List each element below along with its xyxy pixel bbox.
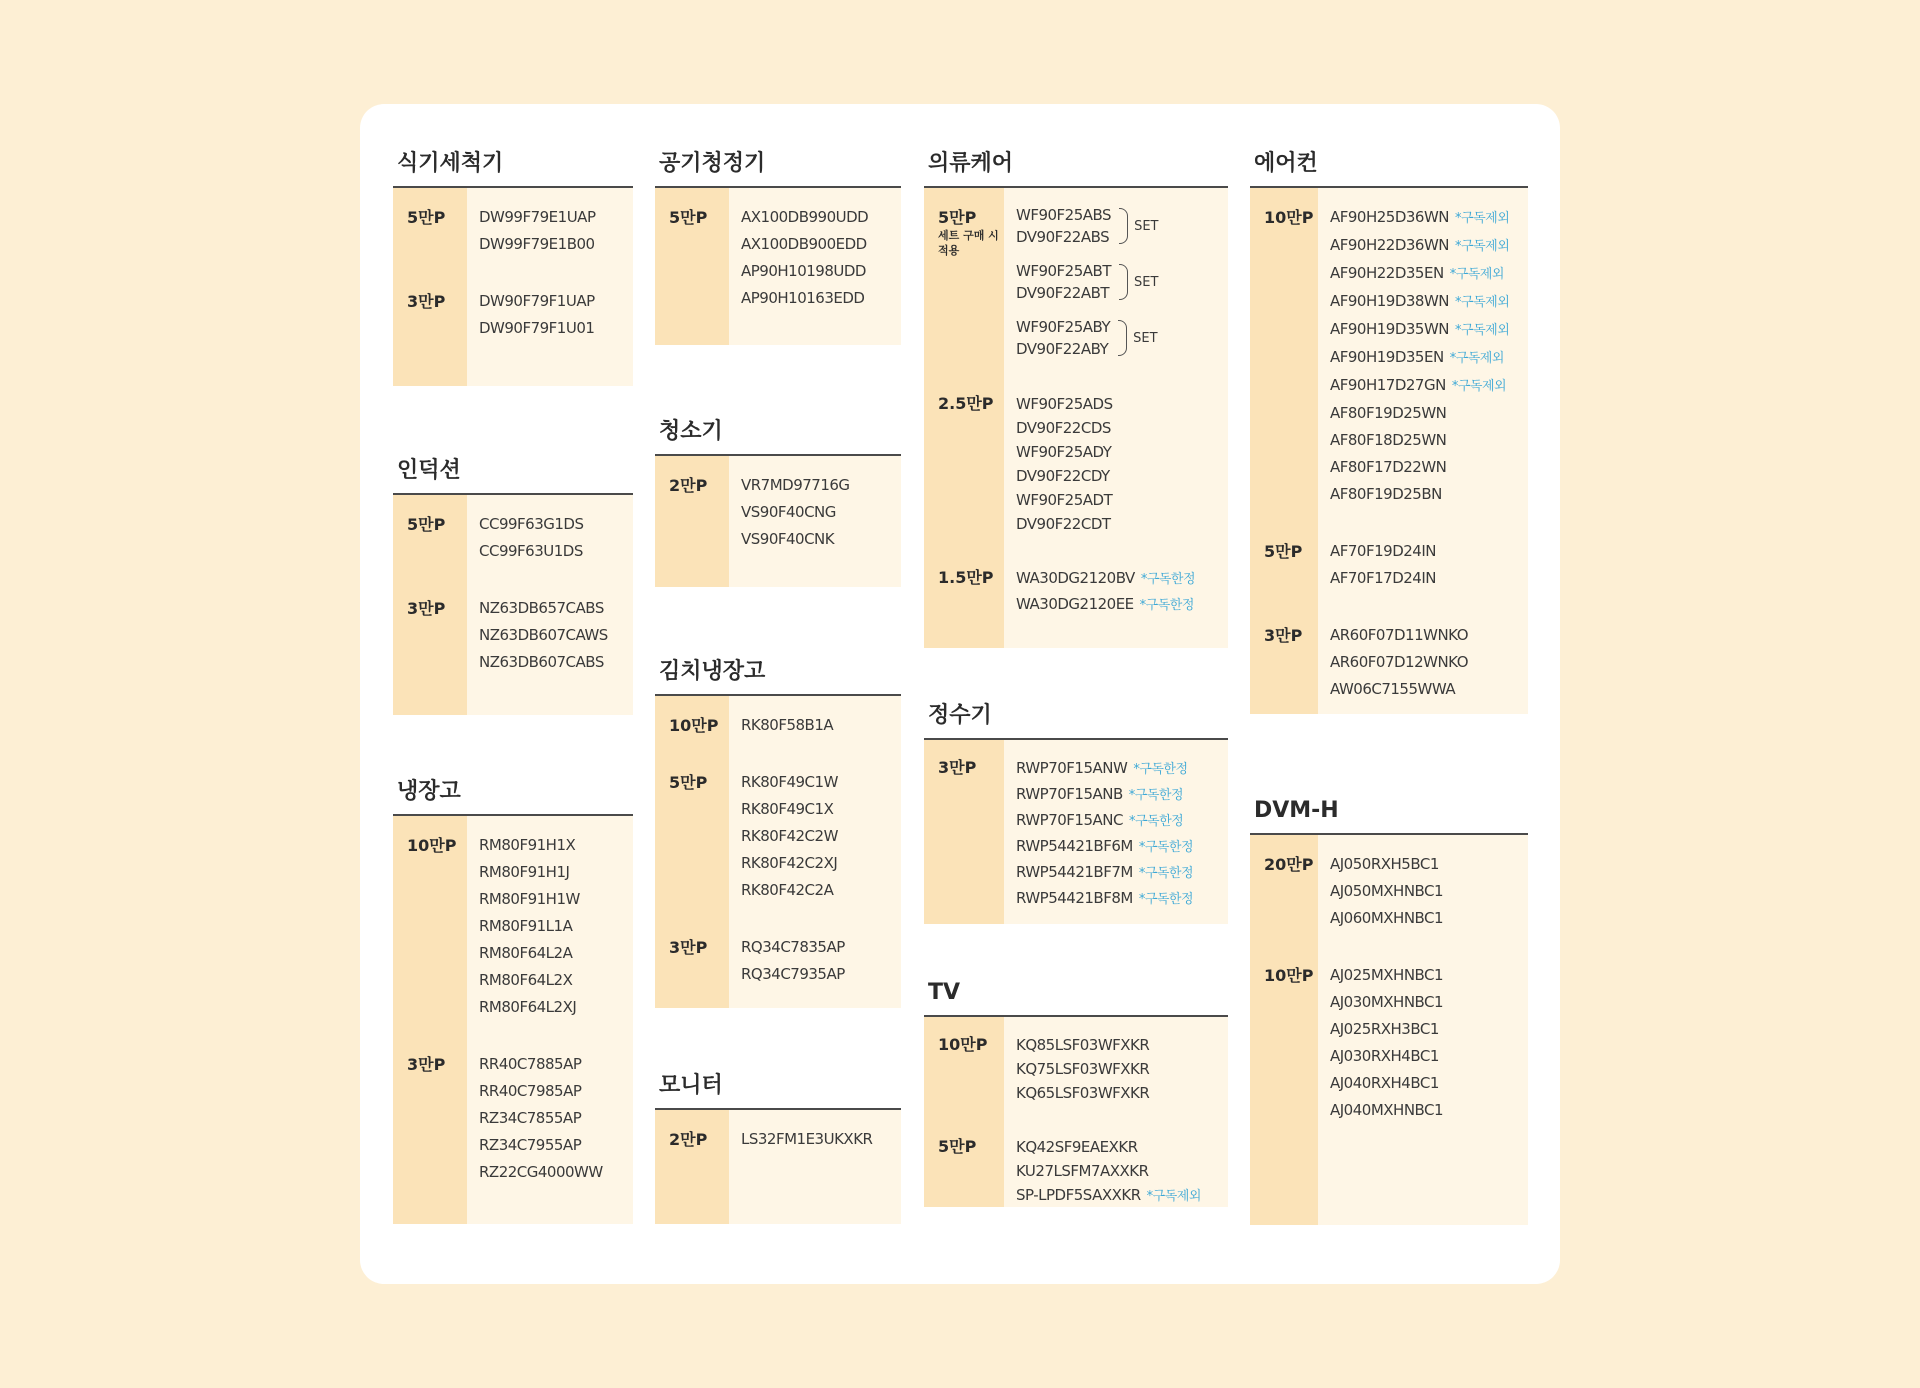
model-code: RWP70F15ANW bbox=[1016, 759, 1128, 777]
model-code: AJ050MXHNBC1 bbox=[1330, 882, 1444, 900]
model-row bbox=[1016, 440, 1228, 464]
points-label: 10만P bbox=[1264, 966, 1314, 985]
model-list bbox=[729, 1126, 901, 1153]
model-row bbox=[741, 877, 901, 904]
model-code: WA30DG2120EE bbox=[1016, 595, 1134, 613]
section-clothing-care bbox=[924, 148, 1228, 648]
points-group bbox=[1250, 851, 1528, 932]
model-list bbox=[1318, 962, 1528, 1124]
model-row bbox=[741, 823, 901, 850]
model-row bbox=[1330, 454, 1528, 481]
model-row bbox=[741, 961, 901, 988]
section-aircon bbox=[1250, 148, 1528, 714]
model-list bbox=[467, 204, 633, 258]
model-code: RWP54421BF8M bbox=[1016, 889, 1133, 907]
model-code: DV90F22CDS bbox=[1016, 419, 1111, 437]
model-code: WF90F25ADY bbox=[1016, 443, 1112, 461]
model-code: AX100DB990UDD bbox=[741, 208, 869, 226]
model-code: AF80F19D25WN bbox=[1330, 404, 1447, 422]
points-group bbox=[924, 756, 1228, 912]
points-label: 20만P bbox=[1264, 855, 1314, 874]
section-refrigerator bbox=[393, 776, 633, 1224]
subscription-note: *구독제외 bbox=[1455, 295, 1510, 310]
model-row bbox=[1330, 288, 1528, 316]
model-row bbox=[1330, 622, 1528, 649]
model-code: RK80F58B1A bbox=[741, 716, 834, 734]
subscription-note: *구독제외 bbox=[1455, 211, 1510, 226]
points-label: 10만P bbox=[669, 716, 719, 735]
model-row bbox=[479, 538, 633, 565]
model-row bbox=[1016, 886, 1228, 912]
model-code: AP90H10163EDD bbox=[741, 289, 865, 307]
model-code: DW90F79F1UAP bbox=[479, 292, 595, 310]
model-code: WF90F25ADS bbox=[1016, 395, 1113, 413]
model-row bbox=[1330, 204, 1528, 232]
points-label: 2만P bbox=[669, 476, 708, 495]
model-row bbox=[1016, 1135, 1228, 1159]
model-row bbox=[479, 1078, 633, 1105]
model-code: AJ030MXHNBC1 bbox=[1330, 993, 1444, 1011]
model-row bbox=[1016, 392, 1228, 416]
model-row bbox=[1330, 260, 1528, 288]
model-list bbox=[467, 832, 633, 1021]
model-row bbox=[479, 315, 633, 342]
model-row bbox=[1016, 1081, 1228, 1105]
model-list bbox=[467, 1051, 633, 1186]
points-group bbox=[1250, 538, 1528, 592]
section-title: 공기청정기 bbox=[655, 148, 901, 188]
model-code: KQ65LSF03WFXKR bbox=[1016, 1084, 1150, 1102]
model-code: RM80F91L1A bbox=[479, 917, 573, 935]
points-group bbox=[393, 511, 633, 565]
section-kimchi bbox=[655, 656, 901, 1008]
model-code: WF90F25ADT bbox=[1016, 491, 1113, 509]
points-label: 1.5만P bbox=[938, 568, 994, 587]
model-code: AF90H25D36WN bbox=[1330, 208, 1450, 226]
set-pair-row bbox=[1016, 204, 1228, 248]
section-title: 김치냉장고 bbox=[655, 656, 901, 696]
points-group bbox=[924, 1135, 1228, 1209]
model-row bbox=[741, 934, 901, 961]
model-code: DV90F22ABY bbox=[1016, 340, 1109, 358]
model-list bbox=[1004, 1033, 1228, 1105]
model-code: RM80F64L2X bbox=[479, 971, 573, 989]
points-group bbox=[924, 566, 1228, 618]
model-row bbox=[1330, 905, 1528, 932]
model-list bbox=[729, 472, 901, 553]
model-row bbox=[1330, 565, 1528, 592]
model-code: AF90H19D35EN bbox=[1330, 348, 1444, 366]
model-code: RQ34C7835AP bbox=[741, 938, 845, 956]
section-monitor bbox=[655, 1070, 901, 1224]
model-row bbox=[1330, 1070, 1528, 1097]
model-row bbox=[1016, 566, 1228, 592]
points-label: 5만P bbox=[407, 515, 446, 534]
model-row bbox=[479, 967, 633, 994]
points-label: 3만P bbox=[1264, 626, 1303, 645]
model-row bbox=[1016, 592, 1228, 618]
model-code: RM80F64L2A bbox=[479, 944, 573, 962]
points-group bbox=[655, 472, 901, 553]
points-label: 10만P bbox=[1264, 208, 1314, 227]
model-code: WF90F25ABY bbox=[1016, 318, 1111, 336]
model-row bbox=[1330, 538, 1528, 565]
model-row bbox=[741, 231, 901, 258]
subscription-note: *구독제외 bbox=[1451, 379, 1507, 394]
model-row bbox=[741, 285, 901, 312]
subscription-note: *구독한정 bbox=[1133, 762, 1188, 777]
model-list bbox=[467, 511, 633, 565]
model-row bbox=[1330, 344, 1528, 372]
set-label: SET bbox=[1134, 218, 1159, 234]
model-row bbox=[741, 712, 901, 739]
model-row bbox=[479, 1051, 633, 1078]
model-row bbox=[479, 913, 633, 940]
model-list bbox=[1318, 538, 1528, 592]
model-code: RM80F91H1W bbox=[479, 890, 580, 908]
model-code: DV90F22ABT bbox=[1016, 284, 1110, 302]
model-code: KQ85LSF03WFXKR bbox=[1016, 1036, 1150, 1054]
model-code: AJ030RXH4BC1 bbox=[1330, 1047, 1439, 1065]
model-row bbox=[1016, 808, 1228, 834]
model-code: CC99F63G1DS bbox=[479, 515, 584, 533]
subscription-note: *구독한정 bbox=[1128, 788, 1183, 803]
model-code: AF90H22D36WN bbox=[1330, 236, 1450, 254]
subscription-note: *구독제외 bbox=[1449, 267, 1504, 282]
set-label: SET bbox=[1133, 330, 1158, 346]
subscription-note: *구독제외 bbox=[1455, 239, 1510, 254]
model-list bbox=[1004, 392, 1228, 536]
model-code: AF70F19D24IN bbox=[1330, 542, 1436, 560]
points-label: 5만P bbox=[1264, 542, 1303, 561]
subscription-note: *구독한정 bbox=[1139, 598, 1194, 613]
points-group bbox=[655, 1126, 901, 1153]
model-code: WA30DG2120BV bbox=[1016, 569, 1135, 587]
model-row bbox=[479, 622, 633, 649]
model-code: RK80F49C1X bbox=[741, 800, 834, 818]
model-code: RM80F64L2XJ bbox=[479, 998, 577, 1016]
points-label: 3만P bbox=[407, 292, 446, 311]
model-code: AJ040MXHNBC1 bbox=[1330, 1101, 1444, 1119]
model-row bbox=[1330, 878, 1528, 905]
brace-icon bbox=[1118, 320, 1127, 356]
model-row bbox=[1330, 427, 1528, 454]
model-code: AJ050RXH5BC1 bbox=[1330, 855, 1439, 873]
section-title: 식기세척기 bbox=[393, 148, 633, 188]
model-code: RK80F49C1W bbox=[741, 773, 838, 791]
model-row bbox=[1016, 782, 1228, 808]
brace-icon bbox=[1119, 264, 1128, 300]
model-list bbox=[1004, 566, 1228, 618]
model-row bbox=[479, 595, 633, 622]
model-row bbox=[1330, 400, 1528, 427]
section-induction bbox=[393, 455, 633, 715]
model-code: AX100DB900EDD bbox=[741, 235, 867, 253]
subscription-note: *구독한정 bbox=[1140, 572, 1196, 587]
section-air-purifier bbox=[655, 148, 901, 345]
points-group bbox=[655, 934, 901, 988]
model-row bbox=[741, 1126, 901, 1153]
model-code: AF80F19D25BN bbox=[1330, 485, 1442, 503]
model-list bbox=[1318, 204, 1528, 508]
model-code: RK80F42C2W bbox=[741, 827, 838, 845]
subscription-note: *구독제외 bbox=[1449, 351, 1504, 366]
model-code: KQ75LSF03WFXKR bbox=[1016, 1060, 1150, 1078]
model-code: RWP54421BF7M bbox=[1016, 863, 1133, 881]
model-code: AW06C7155WWA bbox=[1330, 680, 1456, 698]
model-row bbox=[1330, 1016, 1528, 1043]
model-row bbox=[479, 511, 633, 538]
model-row bbox=[1016, 860, 1228, 886]
model-row bbox=[741, 499, 901, 526]
section-title: DVM-H bbox=[1250, 795, 1528, 835]
model-list bbox=[1318, 622, 1528, 703]
section-title: 냉장고 bbox=[393, 776, 633, 816]
model-code: DV90F22CDT bbox=[1016, 515, 1111, 533]
model-code: VR7MD97716G bbox=[741, 476, 850, 494]
points-group bbox=[393, 832, 633, 1021]
model-code: KU27LSFM7AXXKR bbox=[1016, 1162, 1149, 1180]
model-row bbox=[479, 940, 633, 967]
set-pair-row bbox=[1016, 316, 1228, 360]
subscription-note: *구독한정 bbox=[1128, 814, 1184, 829]
model-row bbox=[1016, 1159, 1228, 1183]
model-row bbox=[1330, 649, 1528, 676]
model-row bbox=[1016, 1057, 1228, 1081]
points-group bbox=[655, 712, 901, 739]
section-title: 정수기 bbox=[924, 700, 1228, 740]
model-code: RZ22CG4000WW bbox=[479, 1163, 603, 1181]
model-row bbox=[1016, 756, 1228, 782]
subscription-note: *구독한정 bbox=[1138, 892, 1194, 907]
section-title: 모니터 bbox=[655, 1070, 901, 1110]
section-vacuum bbox=[655, 416, 901, 587]
model-code: AJ060MXHNBC1 bbox=[1330, 909, 1444, 927]
model-code: AJ025MXHNBC1 bbox=[1330, 966, 1444, 984]
model-row bbox=[741, 204, 901, 231]
model-row bbox=[1016, 464, 1228, 488]
model-code: NZ63DB657CABS bbox=[479, 599, 604, 617]
points-label: 2.5만P bbox=[938, 394, 994, 413]
points-group bbox=[1250, 622, 1528, 703]
model-row bbox=[479, 1105, 633, 1132]
model-code: RK80F42C2XJ bbox=[741, 854, 838, 872]
model-row bbox=[1016, 1033, 1228, 1057]
model-row bbox=[479, 1159, 633, 1186]
points-label: 5만P bbox=[407, 208, 446, 227]
section-tv bbox=[924, 977, 1228, 1207]
model-code: DW90F79F1U01 bbox=[479, 319, 595, 337]
brace-icon bbox=[1119, 208, 1128, 244]
model-code: VS90F40CNK bbox=[741, 530, 835, 548]
model-code: WF90F25ABS bbox=[1016, 206, 1112, 224]
model-code: KQ42SF9EAEXKR bbox=[1016, 1138, 1138, 1156]
points-group bbox=[655, 769, 901, 904]
model-row bbox=[1016, 512, 1228, 536]
model-list bbox=[467, 595, 633, 676]
points-group bbox=[924, 1033, 1228, 1105]
model-list bbox=[467, 288, 633, 342]
model-code: AF80F18D25WN bbox=[1330, 431, 1447, 449]
model-row bbox=[479, 832, 633, 859]
model-code: RQ34C7935AP bbox=[741, 965, 845, 983]
points-label: 3만P bbox=[407, 599, 446, 618]
model-code: WF90F25ABT bbox=[1016, 262, 1111, 280]
model-row bbox=[1016, 1183, 1228, 1209]
points-group bbox=[924, 392, 1228, 536]
model-row bbox=[1330, 316, 1528, 344]
points-label: 5만P bbox=[938, 1137, 977, 1156]
section-title: 에어컨 bbox=[1250, 148, 1528, 188]
model-code: CC99F63U1DS bbox=[479, 542, 583, 560]
model-row bbox=[741, 472, 901, 499]
model-row bbox=[479, 886, 633, 913]
model-row bbox=[1330, 372, 1528, 400]
model-row bbox=[479, 204, 633, 231]
model-list bbox=[729, 712, 901, 739]
model-code: AF90H17D27GN bbox=[1330, 376, 1446, 394]
model-row bbox=[741, 850, 901, 877]
model-code: RR40C7885AP bbox=[479, 1055, 582, 1073]
model-code: NZ63DB607CABS bbox=[479, 653, 604, 671]
model-code: RR40C7985AP bbox=[479, 1082, 582, 1100]
model-code: RWP70F15ANB bbox=[1016, 785, 1123, 803]
model-list bbox=[1004, 756, 1228, 912]
subscription-note: *구독한정 bbox=[1138, 840, 1194, 855]
model-row bbox=[1330, 1097, 1528, 1124]
points-label: 5만P bbox=[669, 773, 708, 792]
model-row bbox=[1016, 834, 1228, 860]
model-row bbox=[479, 649, 633, 676]
section-title: TV bbox=[924, 977, 1228, 1017]
section-title: 인덕션 bbox=[393, 455, 633, 495]
model-code: RZ34C7955AP bbox=[479, 1136, 582, 1154]
points-label: 3만P bbox=[938, 758, 977, 777]
model-code: RWP70F15ANC bbox=[1016, 811, 1123, 829]
points-label: 5만P bbox=[938, 208, 977, 227]
model-list bbox=[729, 934, 901, 988]
model-row bbox=[479, 859, 633, 886]
model-row bbox=[1330, 989, 1528, 1016]
section-water-purifier bbox=[924, 700, 1228, 924]
subscription-note: *구독한정 bbox=[1138, 866, 1194, 881]
model-row bbox=[1016, 416, 1228, 440]
model-row bbox=[741, 769, 901, 796]
model-code: RWP54421BF6M bbox=[1016, 837, 1133, 855]
model-code: AF90H22D35EN bbox=[1330, 264, 1444, 282]
model-code: LS32FM1E3UKXKR bbox=[741, 1130, 873, 1148]
model-row bbox=[1330, 676, 1528, 703]
model-row bbox=[479, 994, 633, 1021]
model-code: VS90F40CNG bbox=[741, 503, 836, 521]
model-code: RM80F91H1J bbox=[479, 863, 570, 881]
model-code: NZ63DB607CAWS bbox=[479, 626, 608, 644]
model-code: DW99F79E1B00 bbox=[479, 235, 595, 253]
model-row bbox=[741, 526, 901, 553]
model-list bbox=[1318, 851, 1528, 932]
model-code: AF80F17D22WN bbox=[1330, 458, 1447, 476]
model-row bbox=[479, 1132, 633, 1159]
points-group bbox=[1250, 962, 1528, 1124]
model-code: AF90H19D35WN bbox=[1330, 320, 1450, 338]
model-code: SP-LPDF5SAXXKR bbox=[1016, 1186, 1141, 1204]
model-row bbox=[741, 258, 901, 285]
model-code: RZ34C7855AP bbox=[479, 1109, 582, 1127]
model-code: AF90H19D38WN bbox=[1330, 292, 1450, 310]
points-label: 3만P bbox=[669, 938, 708, 957]
set-pair-row bbox=[1016, 260, 1228, 304]
set-condition-note: 세트 구매 시 적용 bbox=[938, 229, 999, 257]
section-title: 의류케어 bbox=[924, 148, 1228, 188]
points-group bbox=[393, 595, 633, 676]
points-label: 10만P bbox=[938, 1035, 988, 1054]
model-code: DV90F22ABS bbox=[1016, 228, 1110, 246]
model-code: DV90F22CDY bbox=[1016, 467, 1110, 485]
model-row bbox=[1330, 962, 1528, 989]
points-label: 10만P bbox=[407, 836, 457, 855]
model-row bbox=[1330, 851, 1528, 878]
model-code: AP90H10198UDD bbox=[741, 262, 866, 280]
model-code: AF70F17D24IN bbox=[1330, 569, 1436, 587]
subscription-note: *구독제외 bbox=[1455, 323, 1510, 338]
model-code: DW99F79E1UAP bbox=[479, 208, 596, 226]
model-row bbox=[1330, 481, 1528, 508]
model-code: RM80F91H1X bbox=[479, 836, 576, 854]
set-label: SET bbox=[1133, 274, 1159, 290]
model-list bbox=[729, 769, 901, 904]
section-dishwasher bbox=[393, 148, 633, 386]
points-group bbox=[393, 1051, 633, 1186]
model-row bbox=[479, 288, 633, 315]
model-code: AR60F07D11WNKO bbox=[1330, 626, 1468, 644]
points-label: 5만P bbox=[669, 208, 708, 227]
points-group bbox=[393, 204, 633, 258]
model-row bbox=[741, 796, 901, 823]
model-code: AJ040RXH4BC1 bbox=[1330, 1074, 1439, 1092]
model-code: AJ025RXH3BC1 bbox=[1330, 1020, 1439, 1038]
points-group bbox=[393, 288, 633, 342]
model-row bbox=[1016, 488, 1228, 512]
model-row bbox=[1330, 1043, 1528, 1070]
set-group bbox=[924, 204, 1228, 372]
points-group bbox=[1250, 204, 1528, 508]
section-dvm bbox=[1250, 795, 1528, 1225]
model-row bbox=[1330, 232, 1528, 260]
model-code: AR60F07D12WNKO bbox=[1330, 653, 1468, 671]
subscription-note: *구독제외 bbox=[1146, 1189, 1201, 1204]
points-label: 3만P bbox=[407, 1055, 446, 1074]
points-group bbox=[655, 204, 901, 312]
model-list bbox=[1004, 1135, 1228, 1209]
model-code: RK80F42C2A bbox=[741, 881, 834, 899]
points-label: 2만P bbox=[669, 1130, 708, 1149]
model-list bbox=[729, 204, 901, 312]
model-row bbox=[479, 231, 633, 258]
section-title: 청소기 bbox=[655, 416, 901, 456]
